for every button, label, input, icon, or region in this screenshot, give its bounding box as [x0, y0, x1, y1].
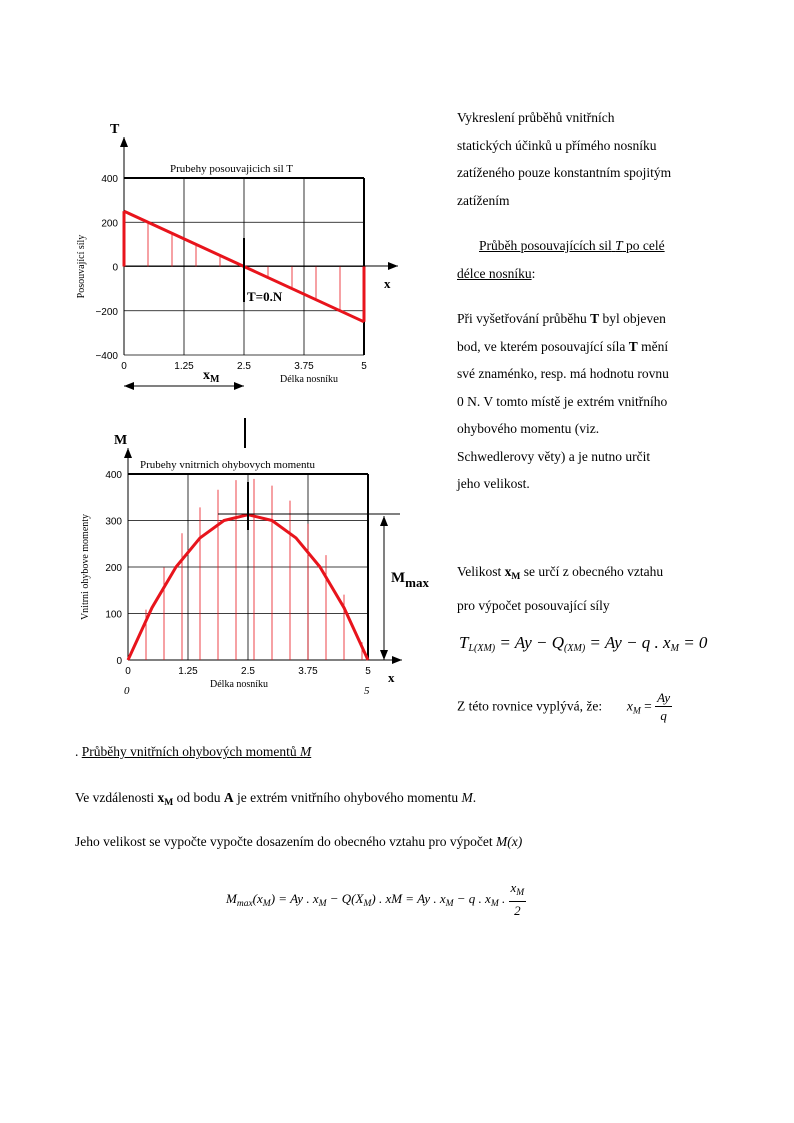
x-tick-label: 0 [121, 361, 127, 372]
x-tick-label: 3.75 [294, 361, 314, 372]
intro-heading [457, 104, 757, 214]
xm-label: $x_M$ [203, 368, 220, 385]
y-tick-label: 400 [101, 174, 118, 185]
mmax-fraction: $\frac{x_M}{2}$ [510, 880, 525, 918]
shear-equation: $T_{L(XM)} = Ay - Q_{(XM)} = Ay - q$ . $x_M = 0$ [459, 633, 708, 654]
y-tick-label: 300 [105, 516, 122, 528]
mmax-equation: $M_{max}(x_M) = Ay$ . $x_M - Q(X_M)$ . xM = Ay . $x_M - q$ . $x_M$ . $\frac{x_M}{2}$ [226, 880, 525, 918]
xm-result: Z této rovnice vyplývá, že: $x_M$ = $\frac{Ay}{q}$ [457, 690, 671, 723]
bending-moment-chart [80, 433, 430, 697]
mmax-label: Mmax [391, 570, 430, 590]
mmax-arrow-bottom [380, 650, 388, 660]
x-axis-label: Délka nosníku [280, 374, 339, 385]
y-tick-label: −400 [95, 351, 118, 362]
beam-end-label-right: 5 [364, 685, 370, 697]
moment-section-heading: . Průběhy vnitřních ohybových momentů M [75, 744, 312, 759]
chart-title: Prubehy vnitrnich ohybovych momentu [140, 459, 316, 471]
shear-heading-symbol: T [615, 238, 623, 253]
x-axis-arrowhead [392, 656, 402, 664]
x-axis-letter: x [384, 276, 391, 291]
xm-arrow-right [234, 382, 244, 390]
y-tick-label: 100 [105, 609, 122, 621]
chart-title: Prubehy posouvajicich sil T [170, 163, 293, 175]
x-tick-label: 2.5 [241, 666, 255, 677]
y-tick-label: 200 [105, 563, 122, 574]
x-axis-label: Délka nosníku [210, 679, 269, 690]
x-tick-label: 3.75 [298, 666, 318, 677]
shear-force-chart [76, 122, 398, 448]
beam-end-label-left: 0 [124, 685, 130, 697]
y-axis-arrowhead [124, 448, 132, 458]
y-tick-label: 400 [105, 470, 122, 481]
zero-crossing-label: T=0.N [247, 289, 283, 304]
x-tick-label: 2.5 [237, 361, 251, 372]
shear-heading-line2: délce nosníku [457, 265, 532, 281]
y-tick-label: 200 [101, 218, 118, 230]
x-tick-label: 5 [361, 361, 367, 372]
y-tick-label: 0 [112, 262, 118, 274]
y-axis-letter: T [110, 122, 120, 137]
x-tick-label: 1.25 [174, 361, 194, 372]
intro-line: statických účinků u přímého nosníku [457, 137, 657, 153]
shear-heading-text: Průběh posouvajících sil [479, 238, 612, 253]
xm-arrow-left [124, 382, 134, 390]
y-tick-label: 0 [116, 656, 122, 667]
x-axis-arrowhead [388, 262, 398, 270]
x-axis-letter: x [388, 670, 395, 685]
y-axis-label: Posouvající síly [76, 234, 87, 299]
y-axis-arrowhead [120, 137, 128, 147]
x-tick-label: 1.25 [178, 666, 198, 677]
zero-crossing-paragraph: Při vyšetřování průběhu T byl objeven bod, ve kterém posouvající síla T mění své znaménko, resp. má hodnotu rovnu 0 N. V tomto místě je extrém vnitřního ohybového momentu (viz. Schwedlerovy věty) a je nutno určit jeho velikost. [457, 311, 669, 491]
intro-line: zatížením [457, 192, 510, 208]
compute-sentence: Jeho velikost se vypočte vypočte dosazením do obecného vztahu pro výpočet M(x) [75, 834, 523, 849]
intro-line: zatíženého pouze konstantním spojitým [457, 165, 672, 180]
shear-heading-after: po celé [626, 238, 665, 253]
y-axis-label: Vnitrni ohybove momenty [80, 513, 91, 621]
xm-paragraph: Velikost $x_M$ se určí z obecného vztahu pro výpočet posouvající síly [457, 564, 664, 613]
mmax-arrow-top [380, 516, 388, 526]
y-axis-letter: M [114, 433, 128, 448]
x-tick-label: 5 [365, 666, 371, 677]
x-tick-label: 0 [125, 666, 131, 677]
intro-line: Vykreslení průběhů vnitřních [457, 110, 615, 125]
y-tick-label: −200 [95, 306, 118, 318]
xm-fraction: $\frac{Ay}{q}$ [657, 690, 671, 723]
extreme-sentence: Ve vzdálenosti $x_M$ od bodu A je extrém vnitřního ohybového momentu M. [75, 790, 477, 808]
shear-section-heading: Průběh posouvajících sil T po celé délce nosníku: [457, 238, 665, 281]
